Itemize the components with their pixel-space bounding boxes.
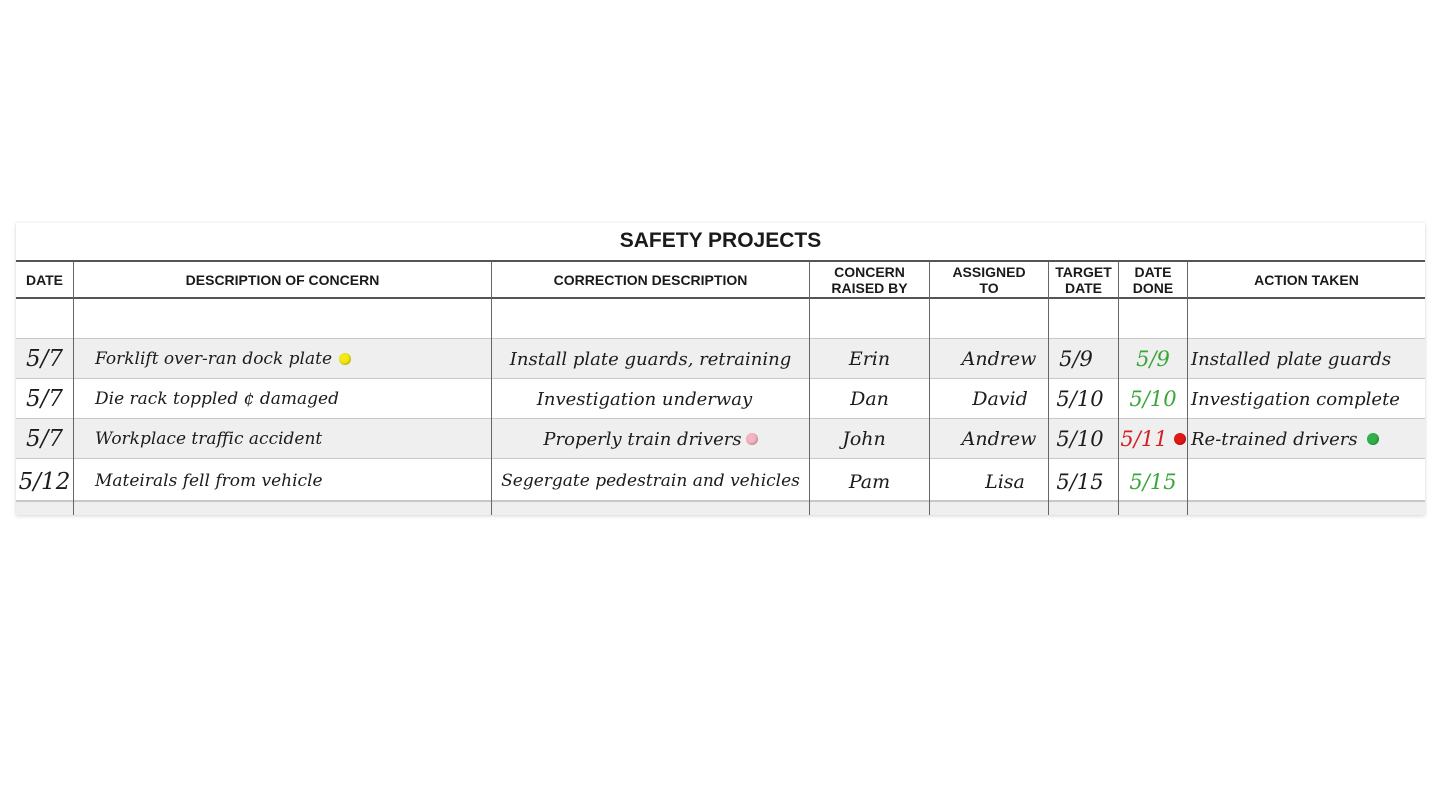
cell-target-date: 5/10 xyxy=(1056,427,1104,451)
column-divider xyxy=(809,262,810,515)
header-assigned-to xyxy=(930,262,1048,297)
column-divider xyxy=(1187,262,1188,515)
header-done-line1: DATE xyxy=(1134,263,1172,280)
cell-action-taken xyxy=(1188,459,1425,499)
cell-assigned-to: Lisa xyxy=(985,471,1025,493)
table-row xyxy=(16,459,1425,501)
header-done-line2: DONE xyxy=(1132,279,1174,296)
table-row-empty xyxy=(16,501,1425,515)
cell-assigned-to: Andrew xyxy=(961,348,1037,370)
header-target-line2: DATE xyxy=(1064,279,1103,296)
cell-raised-by: Pam xyxy=(848,471,891,493)
cell-date-done: 5/9 xyxy=(1136,347,1170,371)
column-divider xyxy=(1048,262,1049,515)
table-row xyxy=(16,339,1425,379)
cell-assigned-to: Andrew xyxy=(961,428,1037,450)
cell-date-done xyxy=(1119,419,1187,459)
header-target-date xyxy=(1049,262,1118,297)
table-row xyxy=(16,379,1425,419)
board-title: SAFETY PROJECTS xyxy=(16,223,1425,262)
header-action-taken: ACTION TAKEN xyxy=(1254,271,1359,288)
header-date: DATE xyxy=(25,271,64,288)
cell-action-taken: Investigation complete xyxy=(1191,388,1400,410)
cell-raised-by: Erin xyxy=(848,348,891,370)
cell-description: Die rack toppled ¢ damaged xyxy=(95,389,339,409)
header-assigned-line2: TO xyxy=(979,279,999,296)
yellow-dot-icon xyxy=(339,353,351,365)
cell-date: 5/7 xyxy=(25,426,63,452)
column-divider xyxy=(929,262,930,515)
safety-projects-board xyxy=(16,223,1425,515)
cell-assigned-to: David xyxy=(972,388,1028,410)
cell-description xyxy=(74,339,491,379)
cell-target-date: 5/10 xyxy=(1056,387,1104,411)
cell-description-text: Forklift over-ran dock plate xyxy=(95,349,333,369)
pink-dot-icon xyxy=(746,433,758,445)
table-row xyxy=(16,419,1425,459)
cell-date: 5/7 xyxy=(25,346,63,372)
table-row-empty xyxy=(16,299,1425,339)
cell-correction-text: Properly train drivers xyxy=(543,428,742,450)
header-row xyxy=(16,262,1425,299)
header-description: DESCRIPTION OF CONCERN xyxy=(185,271,380,288)
green-dot-icon xyxy=(1367,433,1379,445)
cell-date: 5/7 xyxy=(25,386,63,412)
cell-date-done: 5/15 xyxy=(1129,470,1177,494)
column-divider xyxy=(1118,262,1119,515)
cell-raised-by: Dan xyxy=(850,388,889,410)
header-raised-by-line2: RAISED BY xyxy=(831,279,908,296)
cell-correction: Install plate guards, retraining xyxy=(509,348,792,370)
cell-target-date: 5/9 xyxy=(1059,347,1093,371)
red-dot-icon xyxy=(1174,433,1186,445)
cell-date-done: 5/10 xyxy=(1129,387,1177,411)
header-assigned-line1: ASSIGNED xyxy=(952,263,1026,280)
cell-correction: Investigation underway xyxy=(536,388,753,410)
cell-description: Mateirals fell from vehicle xyxy=(95,471,323,491)
header-raised-by xyxy=(810,262,929,297)
cell-correction: Segergate pedestrain and vehicles xyxy=(501,471,800,491)
cell-description: Workplace traffic accident xyxy=(95,429,323,449)
cell-date-done-text: 5/11 xyxy=(1120,427,1168,451)
cell-action-taken: Installed plate guards xyxy=(1191,348,1392,370)
header-date-done xyxy=(1119,262,1187,297)
cell-raised-by: John xyxy=(842,428,886,450)
cell-correction xyxy=(492,419,809,459)
cell-date: 5/12 xyxy=(18,469,71,495)
header-raised-by-line1: CONCERN xyxy=(834,263,905,280)
column-divider xyxy=(491,262,492,515)
column-divider xyxy=(73,262,74,515)
header-correction: CORRECTION DESCRIPTION xyxy=(553,271,748,288)
header-target-line1: TARGET xyxy=(1055,263,1112,280)
cell-action-taken-text: Re-trained drivers xyxy=(1191,428,1358,450)
cell-action-taken xyxy=(1188,419,1425,459)
cell-target-date: 5/15 xyxy=(1056,470,1104,494)
